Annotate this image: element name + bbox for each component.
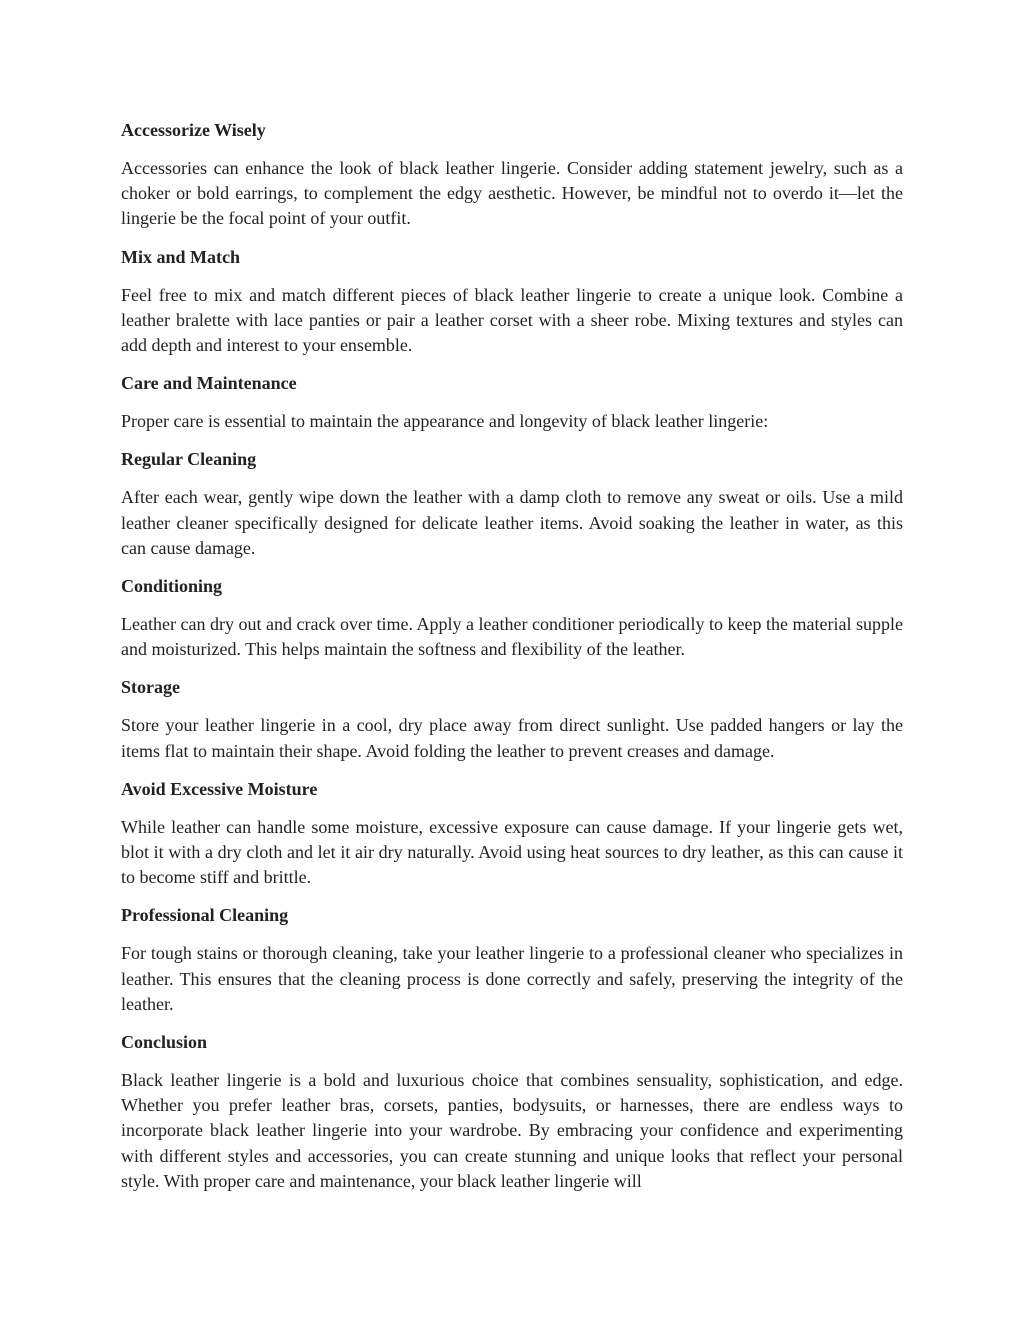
- heading-accessorize-wisely: Accessorize Wisely: [121, 120, 266, 140]
- heading-storage: Storage: [121, 677, 180, 698]
- heading-mix-and-match: Mix and Match: [121, 246, 240, 267]
- heading-conclusion: Conclusion: [121, 1032, 208, 1053]
- paragraph-professional-cleaning: For tough stains or thorough cleaning, take your leather lingerie to a professional cleaner who specializes in leather. This ensures that the cleaning process is done correctly and safely, preserving the integrity of the leather.: [121, 943, 903, 1014]
- heading-regular-cleaning: Regular Cleaning: [121, 449, 257, 470]
- heading-care-and-maintenance: Care and Maintenance: [121, 373, 297, 394]
- paragraph-care-and-maintenance: Proper care is essential to maintain the appearance and longevity of black leather lingerie:: [121, 411, 769, 432]
- document-page: [121, 118, 903, 1207]
- paragraph-accessorize-wisely: Accessories can enhance the look of black leather lingerie. Consider adding statement jewelry, such as a choker or bold earrings, to complement the edgy aesthetic. However, be mindful not to overdo it—let the lingerie be the focal point of your outfit.: [121, 158, 903, 229]
- paragraph-avoid-excessive-moisture: While leather can handle some moisture, excessive exposure can cause damage. If your lingerie gets wet, blot it with a dry cloth and let it air dry naturally. Avoid using heat sources to dry leather, as this can cause it to become stiff and brittle.: [121, 816, 903, 888]
- paragraph-mix-and-match: Feel free to mix and match different pieces of black leather lingerie to create a unique look. Combine a leather bralette with lace panties or pair a leather corset with a sheer robe. Mixing textures and styles can add depth and interest to your ensemble.: [121, 284, 903, 356]
- heading-professional-cleaning: Professional Cleaning: [121, 905, 289, 926]
- paragraph-storage: Store your leather lingerie in a cool, dry place away from direct sunlight. Use padded hangers or lay the items flat to maintain their shape. Avoid folding the leather to prevent creases and damage.: [121, 715, 903, 761]
- paragraph-conditioning: Leather can dry out and crack over time. Apply a leather conditioner periodically to keep the material supple and moisturized. This helps maintain the softness and flexibility of the leather.: [121, 614, 903, 660]
- heading-avoid-excessive-moisture: Avoid Excessive Moisture: [121, 778, 318, 799]
- paragraph-conclusion: Black leather lingerie is a bold and luxurious choice that combines sensuality, sophistication, and edge. Whether you prefer leather bras, corsets, panties, bodysuits, or harnesses, there are endless ways to incorporate black leather lingerie into your wardrobe. By embracing your confidence and experimenting with different styles and accessories, you can create stunning and unique looks that reflect your personal style. With proper care and maintenance, your black leather lingerie will: [121, 1070, 903, 1191]
- paragraph-regular-cleaning: After each wear, gently wipe down the leather with a damp cloth to remove any sweat or oils. Use a mild leather cleaner specifically designed for delicate leather items. Avoid soaking the leather in water, as this can cause damage.: [121, 487, 903, 558]
- heading-conditioning: Conditioning: [121, 576, 223, 597]
